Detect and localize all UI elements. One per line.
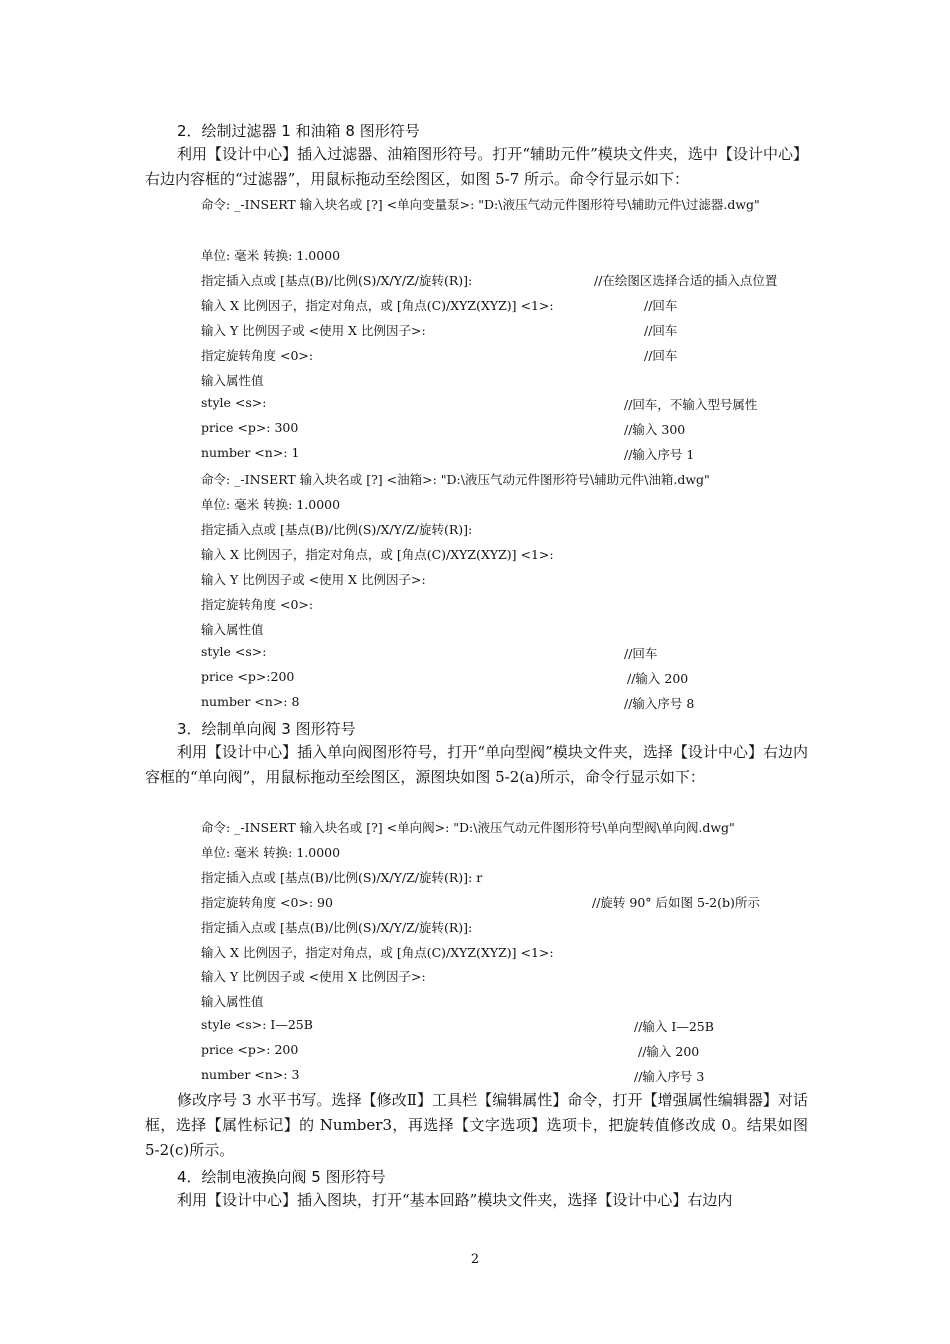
- command-comment: //输入 I—25B: [634, 1019, 714, 1035]
- section-heading: 3．绘制单向阀 3 图形符号: [177, 720, 356, 738]
- command-comment: //回车: [644, 347, 678, 363]
- paragraph: 利用【设计中心】插入过滤器、油箱图形符号。打开“辅助元件”模块文件夹，选中【设计中心】右边内容框的“过滤器”，用鼠标拖动至绘图区，如图 5-7 所示。命令行显示如下：: [145, 145, 808, 188]
- command-comment: //输入 200: [627, 671, 689, 687]
- paragraph: 利用【设计中心】插入单向阀图形符号，打开“单向型阀”模块文件夹，选择【设计中心】右边内容框的“单向阀”，用鼠标拖动至绘图区，源图块如图 5-2(a)所示，命令行显示如下：: [145, 743, 808, 786]
- command-comment: //在绘图区选择合适的插入点位置: [594, 272, 778, 288]
- command-line: 输入 Y 比例因子或 <使用 X 比例因子>:: [201, 969, 426, 985]
- command-line: 输入属性值: [201, 621, 264, 637]
- command-line: 单位: 毫米 转换: 1.0000: [201, 844, 341, 860]
- command-line: 输入属性值: [201, 994, 264, 1010]
- command-comment: //回车: [644, 297, 678, 313]
- command-line: style <s>:: [201, 644, 267, 660]
- command-line: 指定插入点或 [基点(B)/比例(S)/X/Y/Z/旋转(R)]: r: [201, 869, 483, 885]
- command-line: 单位: 毫米 转换: 1.0000: [201, 248, 341, 263]
- paragraph: 利用【设计中心】插入图块，打开“基本回路”模块文件夹，选择【设计中心】右边内: [177, 1191, 733, 1209]
- command-line: 输入属性值: [201, 372, 264, 388]
- command-line: 输入 X 比例因子，指定对角点，或 [角点(C)/XYZ(XYZ)] <1>:: [201, 546, 554, 562]
- command-line: 输入 X 比例因子，指定对角点，或 [角点(C)/XYZ(XYZ)] <1>:: [201, 297, 554, 313]
- command-line: 指定插入点或 [基点(B)/比例(S)/X/Y/Z/旋转(R)]:: [201, 521, 473, 537]
- command-line: number <n>: 3: [201, 1067, 300, 1082]
- command-line: number <n>: 8: [201, 694, 300, 710]
- section-heading: 4．绘制电液换向阀 5 图形符号: [177, 1168, 386, 1186]
- command-comment: //回车: [644, 322, 678, 338]
- command-line: 单位: 毫米 转换: 1.0000: [201, 497, 341, 512]
- command-line: 指定旋转角度 <0>: 90: [201, 894, 333, 910]
- command-line: 指定插入点或 [基点(B)/比例(S)/X/Y/Z/旋转(R)]:: [201, 272, 473, 288]
- command-line: 指定旋转角度 <0>:: [201, 347, 314, 363]
- command-comment: //输入序号 3: [634, 1069, 705, 1084]
- command-comment: //回车，不输入型号属性: [624, 397, 758, 413]
- page-number: 2: [470, 1252, 480, 1267]
- command-line: 指定旋转角度 <0>:: [201, 596, 314, 612]
- command-line: 输入 Y 比例因子或 <使用 X 比例因子>:: [201, 322, 426, 338]
- command-line: price <p>: 200: [201, 1042, 299, 1058]
- command-comment: //输入序号 8: [624, 696, 695, 712]
- command-comment: //回车: [624, 646, 658, 662]
- command-comment: //输入序号 1: [624, 447, 695, 463]
- command-line: number <n>: 1: [201, 445, 300, 461]
- command-line: style <s>:: [201, 395, 267, 411]
- command-comment: //输入 200: [638, 1044, 700, 1060]
- command-line: 指定插入点或 [基点(B)/比例(S)/X/Y/Z/旋转(R)]:: [201, 919, 473, 935]
- command-line: 输入 X 比例因子，指定对角点，或 [角点(C)/XYZ(XYZ)] <1>:: [201, 944, 554, 960]
- command-line: 命令: _-INSERT 输入块名或 [?] <油箱>: "D:\液压气动元件图形符号\辅助元件\油箱.dwg": [201, 472, 710, 488]
- command-line: 输入 Y 比例因子或 <使用 X 比例因子>:: [201, 571, 426, 587]
- section-heading: 2．绘制过滤器 1 和油箱 8 图形符号: [177, 122, 420, 140]
- command-line: style <s>: I—25B: [201, 1017, 313, 1033]
- paragraph: 修改序号 3 水平书写。选择【修改Ⅱ】工具栏【编辑属性】命令，打开【增强属性编辑器】对话框，选择【属性标记】的 Number3，再选择【文字选项】选项卡，把旋转值修改成 0。结果如图 5-2(c)所示。: [145, 1091, 808, 1159]
- command-comment: //旋转 90° 后如图 5-2(b)所示: [592, 894, 760, 910]
- command-line: 命令: _-INSERT 输入块名或 [?] <单向变量泵>: "D:\液压气动元件图形符号\辅助元件\过滤器.dwg": [201, 197, 760, 212]
- command-line: 命令: _-INSERT 输入块名或 [?] <单向阀>: "D:\液压气动元件图形符号\单向型阀\单向阀.dwg": [201, 820, 735, 835]
- command-line: price <p>:200: [201, 669, 295, 685]
- command-comment: //输入 300: [624, 422, 686, 438]
- command-line: price <p>: 300: [201, 420, 299, 436]
